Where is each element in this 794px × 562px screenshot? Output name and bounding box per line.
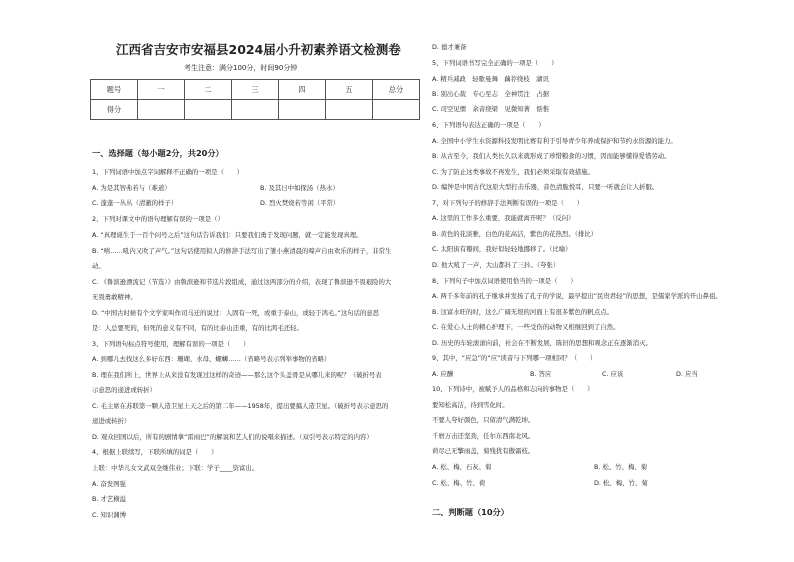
option-line: A. 两千多年前的孔子继承并发扬了孔子的学说，最早提出“民贵君轻”的思想，是儒家学派的开山鼻祖。 — [432, 292, 722, 300]
option-line: C. 在爱心人士的精心护理下，一些受伤的动物又相继回到了自然。 — [432, 323, 620, 331]
score-cell[interactable] — [279, 100, 326, 120]
option-line: A. 为是其智弗若与（难道） — [92, 184, 171, 192]
option-line: D. 松、梅、竹、菊 — [594, 479, 648, 487]
section-heading-choice: 一、选择题（每小题2分，共20分） — [92, 148, 224, 158]
option-line: C. 为了防止这类事故不再发生，我们必须采取有效措施。 — [432, 168, 594, 176]
score-header-cell: 五 — [326, 80, 373, 100]
exam-note: 考生注意：满分100分，时间90分钟 — [184, 64, 298, 72]
option-line: B. 从古至今，我们人类长久以来就形成了珍惜粮食的习惯，因而能够懂得爱惜劳动。 — [432, 152, 671, 160]
option-line: C. 司空见惯 余音绕梁 见微知著 惦惟 — [432, 105, 550, 113]
option-line: B. 理在我们所上，世界上从来没有发现过这样的奇迹——那么这个头盖骨是从哪儿来的呢？（破折号表 — [92, 371, 382, 379]
poem-line: 不要人夸好颜色，只留清气满乾坤。 — [432, 416, 535, 424]
option-line: B. 才艺横溢 — [92, 495, 127, 503]
question-line: 1、下列词语中加点字词解释不正确的一项是（ ） — [92, 168, 244, 176]
poem-line: 荷尽已无擎雨盖，菊残犹有傲霜枝。 — [432, 447, 535, 455]
option-line: B. “嘻……吼内又吹了声气。”这句话使用拟人的修辞手法写出了雏小燕清晨的啼声自由欢乐的样子，非常生 — [92, 247, 392, 255]
option-line: C. 毛主席在苏联第一颗人造卫星上天之后的第二年——1958年，提出要搞人造卫星。（破折号表示意思的 — [92, 402, 389, 410]
option-line: 递进或转折） — [92, 417, 131, 425]
option-line: A. 到哪儿去找这么多好东西：珊瑚、水母、螺蛳……（省略号表示列举事物的省略） — [92, 355, 331, 363]
score-cell[interactable] — [373, 100, 420, 120]
option-line: B. 及其日中如探汤（热水） — [260, 184, 339, 192]
option-line: D. 烈火焚烧若等闲（平常） — [260, 199, 340, 207]
option-line: D. 应当 — [676, 370, 698, 378]
score-cell[interactable] — [326, 100, 373, 120]
option-line: A. “真理诞生于一百个问号之后”这句话告诉我们：只要我们勇于发现问题，就一定能发现真理。 — [92, 231, 363, 239]
option-line: D. 德才兼备 — [432, 43, 467, 51]
poem-line: 要知松高洁，待到雪化时。 — [432, 401, 509, 409]
question-line: 3、下列语句标点符号使用，理解有误的一项是（ ） — [92, 340, 250, 348]
question-line: 8、下列句子中加点词语使用恰当的一项是（ ） — [432, 277, 577, 285]
option-line: B. 答应 — [530, 370, 552, 378]
score-cell[interactable] — [138, 100, 185, 120]
score-header-cell: 三 — [232, 80, 279, 100]
question-line: 6、下列语句表达正确的一项是（ ） — [432, 121, 545, 129]
score-header-cell: 二 — [185, 80, 232, 100]
option-line: D. 他大吼了一声，大山都抖了三抖。（夸张） — [432, 261, 560, 269]
option-line: C. 松、梅、竹、荷 — [432, 479, 486, 487]
option-line: 示意思的递进或转折） — [92, 386, 156, 394]
question-line: 10、下列诗中，被赋予人的品格和志向的事物是（ ） — [432, 385, 594, 393]
score-cell[interactable] — [185, 100, 232, 120]
option-line: A. 全国中小学生水资源科技发明比赛有利于引导青少年养成保护和节约水资源的能力。 — [432, 137, 677, 145]
option-line: D. “中国古时候有个文学家叫作司马迁的说过：人固有一死，或重于泰山，或轻于鸿毛。”这句话的意思 — [92, 309, 380, 317]
option-line: B. 松、竹、梅、菊 — [594, 463, 648, 471]
option-line: C. 《鲁滨逊漂流记（节选）》由鲁滨逊和节选片段组成，通过这两部分的介绍，表现了鲁滨逊不畏艰险的大 — [92, 278, 392, 286]
option-line: B. 别出心裁 专心至志 全神贯注 占据 — [432, 90, 550, 98]
question-line: 上联：中华儿女文武双全继伟业；下联：学子____资富出。 — [92, 464, 259, 472]
question-line: 7、对下列句子的修辞手法判断有误的一项是（ ） — [432, 199, 584, 207]
section-heading-judge: 二、判断题（10分） — [432, 507, 509, 517]
option-line: 动。 — [92, 262, 105, 270]
score-header-cell: 四 — [279, 80, 326, 100]
option-line: C. 蓬蓬一丛丛（清澈的样子） — [92, 199, 178, 207]
option-line: C. 知识渊博 — [92, 511, 127, 519]
score-table-row — [91, 100, 420, 120]
score-header-cell: 总分 — [373, 80, 420, 100]
score-row-label: 得分 — [91, 100, 138, 120]
score-header-cell: 一 — [138, 80, 185, 100]
option-line: 无畏勇敢精神。 — [92, 293, 137, 301]
option-line: D. 观众回国以后，所有的剧情拿“雷雨巴”的解说和艺人们的说唱来描述。（双引号表示特定的内容） — [92, 433, 373, 441]
option-line: A. 应酬 — [432, 370, 454, 378]
score-header-cell: 题号 — [91, 80, 138, 100]
document-title: 江西省吉安市安福县2024届小升初素养语文检测卷 — [116, 42, 401, 57]
option-line: D. 历史的车轮滚滚向前，社会在不断发展，陈旧的思想和观念正在逐渐消灭。 — [432, 339, 652, 347]
option-line: C. 太阳街有瓣间，我好似轻轻地挪移了。（比喻） — [432, 245, 572, 253]
option-line: A. 这里的工作多么重要，我能就离开呢？（反问） — [432, 214, 575, 222]
option-line: A. 精兵减政 轻歌曼舞 藕荐绕枝 湖讯 — [432, 75, 549, 83]
option-line: C. 应该 — [602, 370, 624, 378]
question-line: 9、其中，“应急”的“应”读音与下列哪一项相同？（ ） — [432, 354, 597, 362]
option-line: B. 这富水旺的时，这么广阔无垠的河面上有很多紫色的帆点点。 — [432, 308, 613, 316]
question-line: 5、下列词语书写完全正确的一项是（ ） — [432, 59, 558, 67]
option-line: B. 黄色的花淡雅，白色的花高洁，紫色的花热烈。（排比） — [432, 230, 598, 238]
question-line: 2、下列对课文中的语句理解有误的一项是（） — [92, 215, 224, 223]
score-cell[interactable] — [232, 100, 279, 120]
option-line: D. 编钟是中国古代这原大型打击乐器，音色清脆悦耳，只要一听就会让人折服。 — [432, 183, 659, 191]
score-table — [90, 79, 420, 120]
option-line: 是：人总要死的，但死的意义有不同，有的比泰山还重，有的比鸿毛还轻。 — [92, 324, 303, 332]
poem-line: 千磨万击还坚劲，任尔东西南北风。 — [432, 432, 535, 440]
option-line: A. 奋发图强 — [92, 480, 126, 488]
option-line: A. 松、梅、石灰、菊 — [432, 463, 492, 471]
score-table-header-row — [91, 80, 420, 100]
question-line: 4、根据上联续写，下联所填的词是（ ） — [92, 448, 218, 456]
